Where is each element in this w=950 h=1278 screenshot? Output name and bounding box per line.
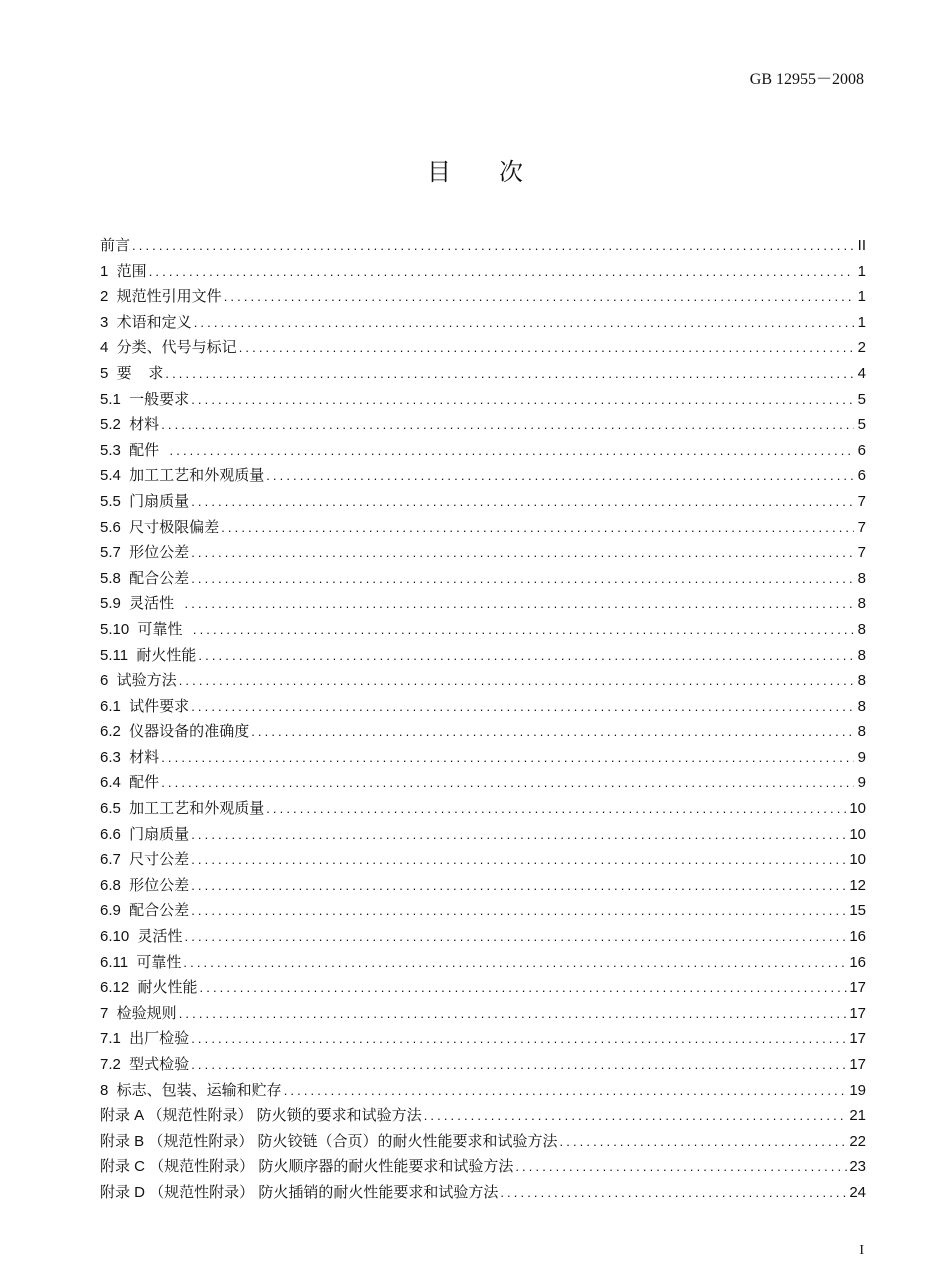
page-title — [0, 152, 950, 187]
toc-entry-page: 6 — [857, 467, 866, 485]
dot-leader — [191, 392, 854, 407]
dot-leader — [191, 494, 854, 509]
toc-entry-page: 16 — [849, 953, 866, 971]
toc-entry[interactable] — [100, 669, 866, 695]
toc-entry[interactable] — [100, 567, 866, 593]
toc-entry[interactable] — [100, 848, 866, 874]
toc-entry[interactable] — [100, 976, 866, 1002]
toc-entry[interactable] — [100, 951, 866, 977]
toc-entry-page: 17 — [849, 1056, 866, 1073]
toc-entry-label: 6.1 试件要求 — [100, 697, 190, 715]
dot-leader — [500, 1185, 847, 1200]
toc-entry[interactable] — [100, 1181, 866, 1207]
dot-leader — [266, 468, 854, 483]
toc-entry-page: 24 — [849, 1183, 866, 1201]
toc-entry-label: 前言 — [100, 237, 131, 254]
toc-entry-label: 5.8 配合公差 — [100, 569, 190, 587]
toc-entry-label: 7 检验规则 — [100, 1004, 177, 1022]
toc-entry-label: 3 术语和定义 — [100, 313, 192, 331]
toc-entry[interactable] — [100, 464, 866, 490]
toc-entry-label: 5 要 求 — [100, 364, 164, 382]
dot-leader — [251, 724, 854, 739]
toc-entry-page: 8 — [857, 672, 866, 690]
toc-entry-page: 6 — [857, 441, 866, 459]
toc-entry[interactable] — [100, 260, 866, 286]
dot-leader — [179, 1006, 848, 1021]
toc-entry-page: 12 — [849, 876, 866, 894]
title-char: 目 — [427, 160, 451, 186]
toc-entry-page: 10 — [849, 851, 866, 869]
toc-entry[interactable] — [100, 899, 866, 925]
dot-leader — [165, 366, 854, 381]
toc-entry-page: 8 — [857, 620, 866, 638]
toc-entry[interactable] — [100, 823, 866, 849]
dot-leader — [149, 264, 854, 279]
dot-leader — [191, 827, 847, 842]
toc-entry-label: 5.2 材料 — [100, 416, 160, 434]
dot-leader — [191, 571, 854, 586]
table-of-contents — [100, 234, 866, 1207]
toc-entry-label: 6.8 形位公差 — [100, 876, 190, 894]
toc-entry-label: 5.4 加工工艺和外观质量 — [100, 467, 265, 485]
page-folio: I — [859, 1243, 864, 1258]
toc-entry-label: 6.10 灵活性 — [100, 928, 183, 946]
toc-entry[interactable] — [100, 285, 866, 311]
toc-entry[interactable] — [100, 1053, 866, 1079]
toc-entry[interactable] — [100, 1104, 866, 1130]
toc-entry-page: 10 — [849, 800, 866, 818]
toc-entry-page: 21 — [849, 1107, 866, 1125]
dot-leader — [198, 648, 854, 663]
dot-leader — [191, 545, 854, 560]
toc-entry-label: 2 规范性引用文件 — [100, 288, 222, 306]
toc-entry[interactable] — [100, 720, 866, 746]
toc-entry-label: 5.3 配件 — [100, 441, 168, 459]
toc-entry[interactable] — [100, 1002, 866, 1028]
toc-entry[interactable] — [100, 797, 866, 823]
toc-entry[interactable] — [100, 1130, 866, 1156]
toc-entry[interactable] — [100, 336, 866, 362]
dot-leader — [266, 801, 847, 816]
toc-entry-page: 1 — [857, 313, 866, 331]
toc-entry-label: 6.6 门扇质量 — [100, 825, 190, 843]
toc-entry[interactable] — [100, 439, 866, 465]
dot-leader — [191, 852, 847, 867]
toc-entry[interactable] — [100, 771, 866, 797]
toc-entry-label: 附录 D （规范性附录） 防火插销的耐火性能要求和试验方法 — [100, 1183, 499, 1201]
dot-leader — [239, 340, 854, 355]
dot-leader — [191, 878, 847, 893]
toc-entry[interactable] — [100, 413, 866, 439]
toc-entry[interactable] — [100, 490, 866, 516]
toc-entry-label: 6.9 配合公差 — [100, 902, 190, 920]
toc-entry-page: 10 — [849, 825, 866, 843]
dot-leader — [161, 417, 854, 432]
toc-entry[interactable] — [100, 746, 866, 772]
toc-entry-page: 8 — [857, 595, 866, 613]
toc-entry-page: 9 — [857, 748, 866, 766]
toc-entry[interactable] — [100, 516, 866, 542]
toc-entry-label: 附录 A （规范性附录） 防火锁的要求和试验方法 — [100, 1107, 422, 1125]
toc-entry[interactable] — [100, 234, 866, 260]
toc-entry-page: II — [857, 237, 866, 254]
dot-leader — [515, 1159, 847, 1174]
toc-entry-page: 17 — [849, 1030, 866, 1048]
dot-leader — [560, 1134, 848, 1149]
toc-entry-label: 6.2 仪器设备的准确度 — [100, 723, 250, 741]
toc-entry-label: 5.1 一般要求 — [100, 390, 190, 408]
dot-leader — [183, 955, 847, 970]
toc-entry-page: 17 — [849, 979, 866, 997]
toc-entry-page: 8 — [857, 569, 866, 587]
toc-entry[interactable] — [100, 644, 866, 670]
toc-entry-page: 1 — [857, 288, 866, 306]
toc-entry-label: 附录 B （规范性附录） 防火铰链（合页）的耐火性能要求和试验方法 — [100, 1132, 558, 1150]
toc-entry-label: 7.2 型式检验 — [100, 1056, 190, 1073]
toc-entry-label: 5.5 门扇质量 — [100, 492, 190, 510]
dot-leader — [200, 980, 848, 995]
dot-leader — [170, 443, 854, 458]
toc-entry-page: 19 — [849, 1081, 866, 1099]
dot-leader — [193, 622, 854, 637]
toc-entry-label: 6.11 可靠性 — [100, 953, 182, 971]
toc-entry-page: 8 — [857, 646, 866, 664]
toc-entry-label: 5.7 形位公差 — [100, 544, 190, 562]
toc-entry[interactable] — [100, 541, 866, 567]
dot-leader — [161, 775, 854, 790]
toc-entry-page: 5 — [857, 390, 866, 408]
toc-entry-label: 6.3 材料 — [100, 748, 160, 766]
toc-entry[interactable] — [100, 695, 866, 721]
toc-entry-label: 6 试验方法 — [100, 672, 177, 690]
toc-entry-label: 5.10 可靠性 — [100, 620, 191, 638]
dot-leader — [132, 238, 854, 253]
dot-leader — [191, 699, 854, 714]
dot-leader — [179, 673, 854, 688]
toc-entry[interactable] — [100, 874, 866, 900]
dot-leader — [191, 903, 847, 918]
toc-entry-label: 附录 C （规范性附录） 防火顺序器的耐火性能要求和试验方法 — [100, 1158, 514, 1176]
dot-leader — [185, 596, 854, 611]
dot-leader — [161, 750, 854, 765]
toc-entry-page: 1 — [857, 262, 866, 280]
toc-entry-page: 8 — [857, 723, 866, 741]
dot-leader — [284, 1083, 848, 1098]
toc-entry-page: 4 — [857, 364, 866, 382]
toc-entry[interactable] — [100, 388, 866, 414]
toc-entry[interactable] — [100, 1027, 866, 1053]
dot-leader — [191, 1031, 847, 1046]
toc-entry-label: 6.5 加工工艺和外观质量 — [100, 800, 265, 818]
toc-entry-label: 6.7 尺寸公差 — [100, 851, 190, 869]
toc-entry-label: 5.6 尺寸极限偏差 — [100, 518, 220, 536]
toc-entry[interactable] — [100, 592, 866, 618]
toc-entry[interactable] — [100, 1155, 866, 1181]
title-char: 次 — [499, 160, 523, 186]
dot-leader — [191, 1057, 847, 1072]
dot-leader — [424, 1108, 848, 1123]
toc-entry-label: 6.4 配件 — [100, 774, 160, 792]
toc-entry-page: 5 — [857, 416, 866, 434]
toc-entry-label: 1 范围 — [100, 262, 147, 280]
dot-leader — [185, 929, 848, 944]
toc-entry-page: 9 — [857, 774, 866, 792]
toc-entry-page: 2 — [857, 339, 866, 357]
toc-entry[interactable] — [100, 311, 866, 337]
toc-entry-page: 15 — [849, 902, 866, 920]
toc-entry-page: 22 — [849, 1132, 866, 1150]
toc-entry-label: 7.1 出厂检验 — [100, 1030, 190, 1048]
toc-entry[interactable] — [100, 618, 866, 644]
toc-entry-page: 8 — [857, 697, 866, 715]
toc-entry-label: 5.11 耐火性能 — [100, 646, 197, 664]
dot-leader — [224, 289, 854, 304]
dot-leader — [194, 315, 854, 330]
toc-entry-page: 23 — [849, 1158, 866, 1176]
standard-number: GB 12955－2008 — [749, 71, 864, 88]
toc-entry-label: 6.12 耐火性能 — [100, 979, 198, 997]
toc-entry[interactable] — [100, 925, 866, 951]
toc-entry-page: 7 — [857, 544, 866, 562]
toc-entry-page: 16 — [849, 928, 866, 946]
toc-entry-label: 8 标志、包装、运输和贮存 — [100, 1081, 282, 1099]
toc-entry[interactable] — [100, 1079, 866, 1105]
toc-entry[interactable] — [100, 362, 866, 388]
dot-leader — [221, 520, 854, 535]
toc-entry-label: 4 分类、代号与标记 — [100, 339, 237, 357]
toc-entry-page: 7 — [857, 518, 866, 536]
toc-entry-label: 5.9 灵活性 — [100, 595, 183, 613]
toc-entry-page: 17 — [849, 1004, 866, 1022]
toc-entry-page: 7 — [857, 492, 866, 510]
